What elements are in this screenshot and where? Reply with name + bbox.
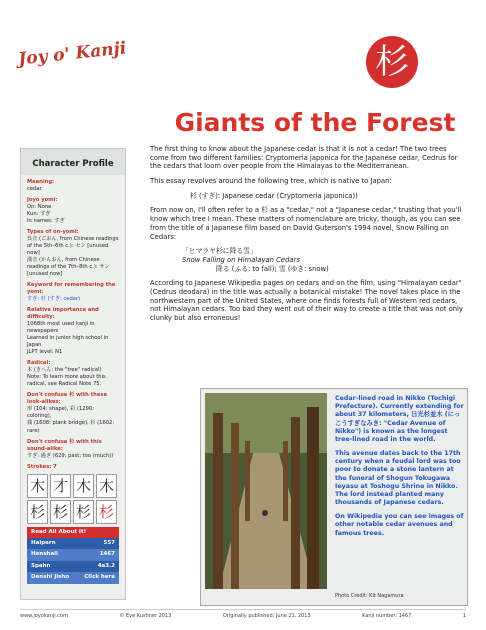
nonjoyo-label: Types of on-yomi: [27, 229, 79, 236]
stroke-tile: 才 [50, 474, 71, 498]
stroke-tile: 杉 [73, 500, 94, 524]
lookalike-2: 桟 (1608: plank bridge), 杉 (1602: rare) [27, 420, 115, 434]
strokes-label: Strokes: 7 [27, 463, 57, 470]
names-reading: In names: すぎ [27, 218, 65, 225]
radical-label: Radical: [27, 360, 51, 367]
reference-row[interactable]: Denshi Jisho Click here [27, 572, 119, 583]
paragraph-4: From now on, I'll often refer to a 杉 as a "cedar," not a "Japanese cedar," trusting that you'll know which tree I mean. These matters of nomenclature are tricky, though, as you can see from the title of a Japanese film based on David Guterson's 1994 novel, Snow Falling on Cedars: [150, 206, 462, 241]
footer-page-number: 1 [462, 613, 466, 619]
cedar-avenue-photo [205, 393, 327, 589]
stroke-tile: 木 [96, 474, 117, 498]
nonjoyo-2: 漢音 (かんおん, from Chinese readings of the 7th–8th c.): サン [unused now] [27, 257, 110, 278]
page-title: Giants of the Forest [174, 108, 456, 137]
film-title-en: Snow Falling on Himalayan Cedars [182, 255, 300, 264]
photo-caption: Cedar-lined road in Nikko (Tochigi Prefecture). Currently extending for about 37 kilometers, 日光杉並木 (にっこうすぎなみき: "Cedar Avenue of Nikko") is known as the longest tree-lined road in the world. This avenue dates back to the 17th century when a feudal lord was too poor to donate a stone lantern at the funeral of Shogun Tokugawa Ieyasu at Toshogu Shrine in Nikko. The lord instead planted many thousands of Japanese cedars. On Wikipedia you can see images of other notable cedar avenues and famous trees. [335, 395, 464, 537]
soundalike-1: すぎ: 過ぎ (629: past; too (much)) [27, 452, 114, 459]
essay-body [150, 145, 466, 329]
importance-1: 1068th most used kanji in newspapers [27, 321, 95, 335]
character-profile-sidebar [20, 148, 126, 600]
radical-1: 木 (きへん: the "tree" radical) [27, 367, 102, 374]
footer-copyright: © Eve Kushner 2013 [119, 613, 172, 619]
joyo-label: Joyo yomi: [27, 197, 58, 204]
kanji-badge: 杉 [366, 36, 418, 88]
reference-row: Halpern 557 [27, 538, 119, 549]
stroke-tile: 杉 [96, 500, 117, 524]
kun-reading: Kun: すぎ [27, 211, 51, 218]
lookalike-1: 形 (104: shape), 彩 (1290: coloring), [27, 406, 94, 420]
keyword-value: すぎ: 杉 (すぎ: cedar) [27, 296, 81, 303]
keyword-label: Keyword for remembering the yomi: [27, 282, 116, 296]
reference-row: Spahn 4a3.2 [27, 561, 119, 572]
logo: Joy o' Kanji [17, 38, 128, 70]
film-title-block [182, 247, 466, 273]
footer-site-link[interactable]: www.joyokanji.com [20, 613, 68, 619]
stroke-tile: 杉 [50, 500, 71, 524]
importance-2: Learned in junior high school in Japan [27, 335, 109, 349]
stroke-tile: 木 [73, 474, 94, 498]
on-reading: On: None [27, 204, 52, 211]
photo-box [200, 388, 468, 606]
soundalike-label: Don't confuse 杉 with this sound-alike: [27, 438, 102, 452]
footer-kanji-number: Kanji number: 1467 [362, 613, 412, 619]
meaning-value: cedar [27, 186, 42, 193]
importance-label: Relative importance and difficulty: [27, 307, 99, 321]
cedar-definition: 杉 (すぎ): Japanese cedar (Cryptomeria japonica)) [190, 191, 358, 200]
stroke-tile: 木 [27, 474, 48, 498]
paragraph-6: According to Japanese Wikipedia pages on cedars and on the film, using "Himalayan cedar" (Cedrus deodara) in the title was actually a botanical mistake! The novel takes place in the northwestern part of the United States, where one finds forests full of Western red cedars, not Himalayan cedars. Too bad they went out of their way to create a title that was not only clunky but also erroneous! [150, 279, 463, 322]
radical-2[interactable]: Note: To learn more about this radical, see Radical Note 75. [27, 374, 106, 388]
film-title-jp: 「ヒマラヤ杉に降る雪」 [182, 247, 257, 256]
lookalike-label: Don't confuse 杉 with these look-alikes: [27, 392, 107, 406]
footer-published: Originally published: June 21, 2013 [222, 613, 311, 619]
importance-3: JLPT level: N1 [27, 349, 63, 356]
film-title-gloss: 降る (ふる: to fall); 雪 (ゆき: snow) [216, 264, 329, 273]
stroke-order-tiles [27, 474, 119, 524]
meaning-label: Meaning: [27, 179, 55, 185]
reference-row: Henshall 1467 [27, 549, 119, 560]
paragraph-2: This essay revolves around the following tree, which is native to Japan: [150, 177, 392, 186]
footer [20, 609, 466, 619]
photo-credit: Photo Credit: Kit Nagamura [335, 593, 404, 599]
references-table [27, 538, 119, 584]
paragraph-1: The first thing to know about the Japanese cedar is that it is not a cedar! The two trees come from two different families: Cryptomeria japonica for the Japanese cedar, Cedrus for the cedars that loom over people from the Himalayas to the Mediterranean. [150, 145, 458, 171]
references-heading: Read All About It! [27, 527, 119, 538]
sidebar-heading: Character Profile [21, 149, 125, 175]
nonjoyo-1: 呉音 (ごおん, from Chinese readings of the 5th–6th c.): セン [unused now] [27, 236, 119, 257]
stroke-tile: 杉 [27, 500, 48, 524]
